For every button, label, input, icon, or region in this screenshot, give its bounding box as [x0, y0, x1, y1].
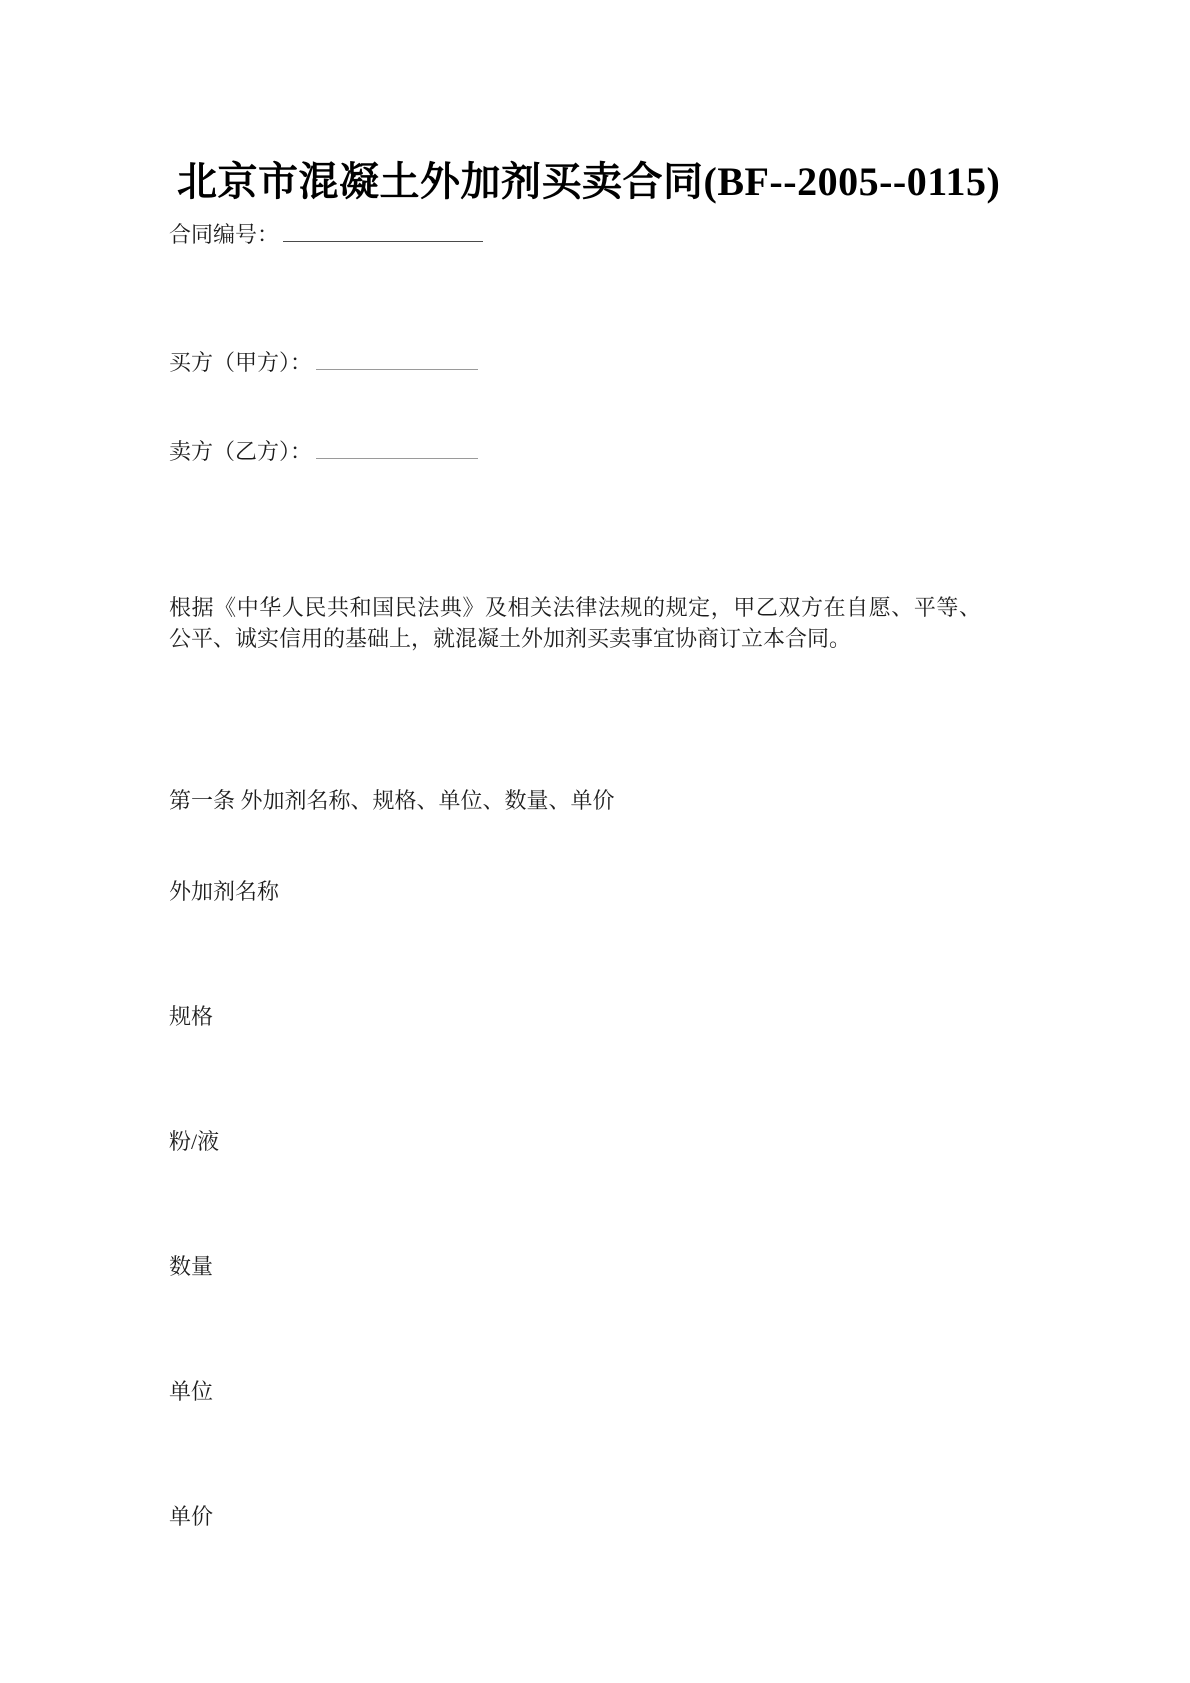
- field-admixture-name: 外加剂名称: [169, 879, 280, 904]
- field-unit: 单位: [169, 1379, 214, 1404]
- article1-heading: 第一条 外加剂名称、规格、单位、数量、单价: [169, 788, 615, 813]
- seller-line: [169, 436, 478, 466]
- contract-number-line: [169, 219, 483, 249]
- contract-number-label: 合同编号：: [169, 222, 280, 247]
- field-quantity: 数量: [169, 1254, 214, 1279]
- buyer-label: 买方（甲方）：: [169, 350, 313, 375]
- seller-blank[interactable]: [316, 436, 478, 459]
- buyer-line: [169, 347, 478, 377]
- field-unit-price: 单价: [169, 1504, 214, 1529]
- field-specification: 规格: [169, 1004, 214, 1029]
- preamble-paragraph: 根据《中华人民共和国民法典》及相关法律法规的规定，甲乙双方在自愿、平等、公平、诚实信用的基础上，就混凝土外加剂买卖事宜协商订立本合同。: [169, 595, 981, 651]
- buyer-blank[interactable]: [316, 347, 478, 370]
- contract-number-blank[interactable]: [283, 219, 483, 242]
- seller-label: 卖方（乙方）：: [169, 439, 313, 464]
- document-title: 北京市混凝土外加剂买卖合同(BF--2005--0115): [177, 159, 1001, 204]
- field-powder-or-liquid: 粉/液: [169, 1129, 220, 1154]
